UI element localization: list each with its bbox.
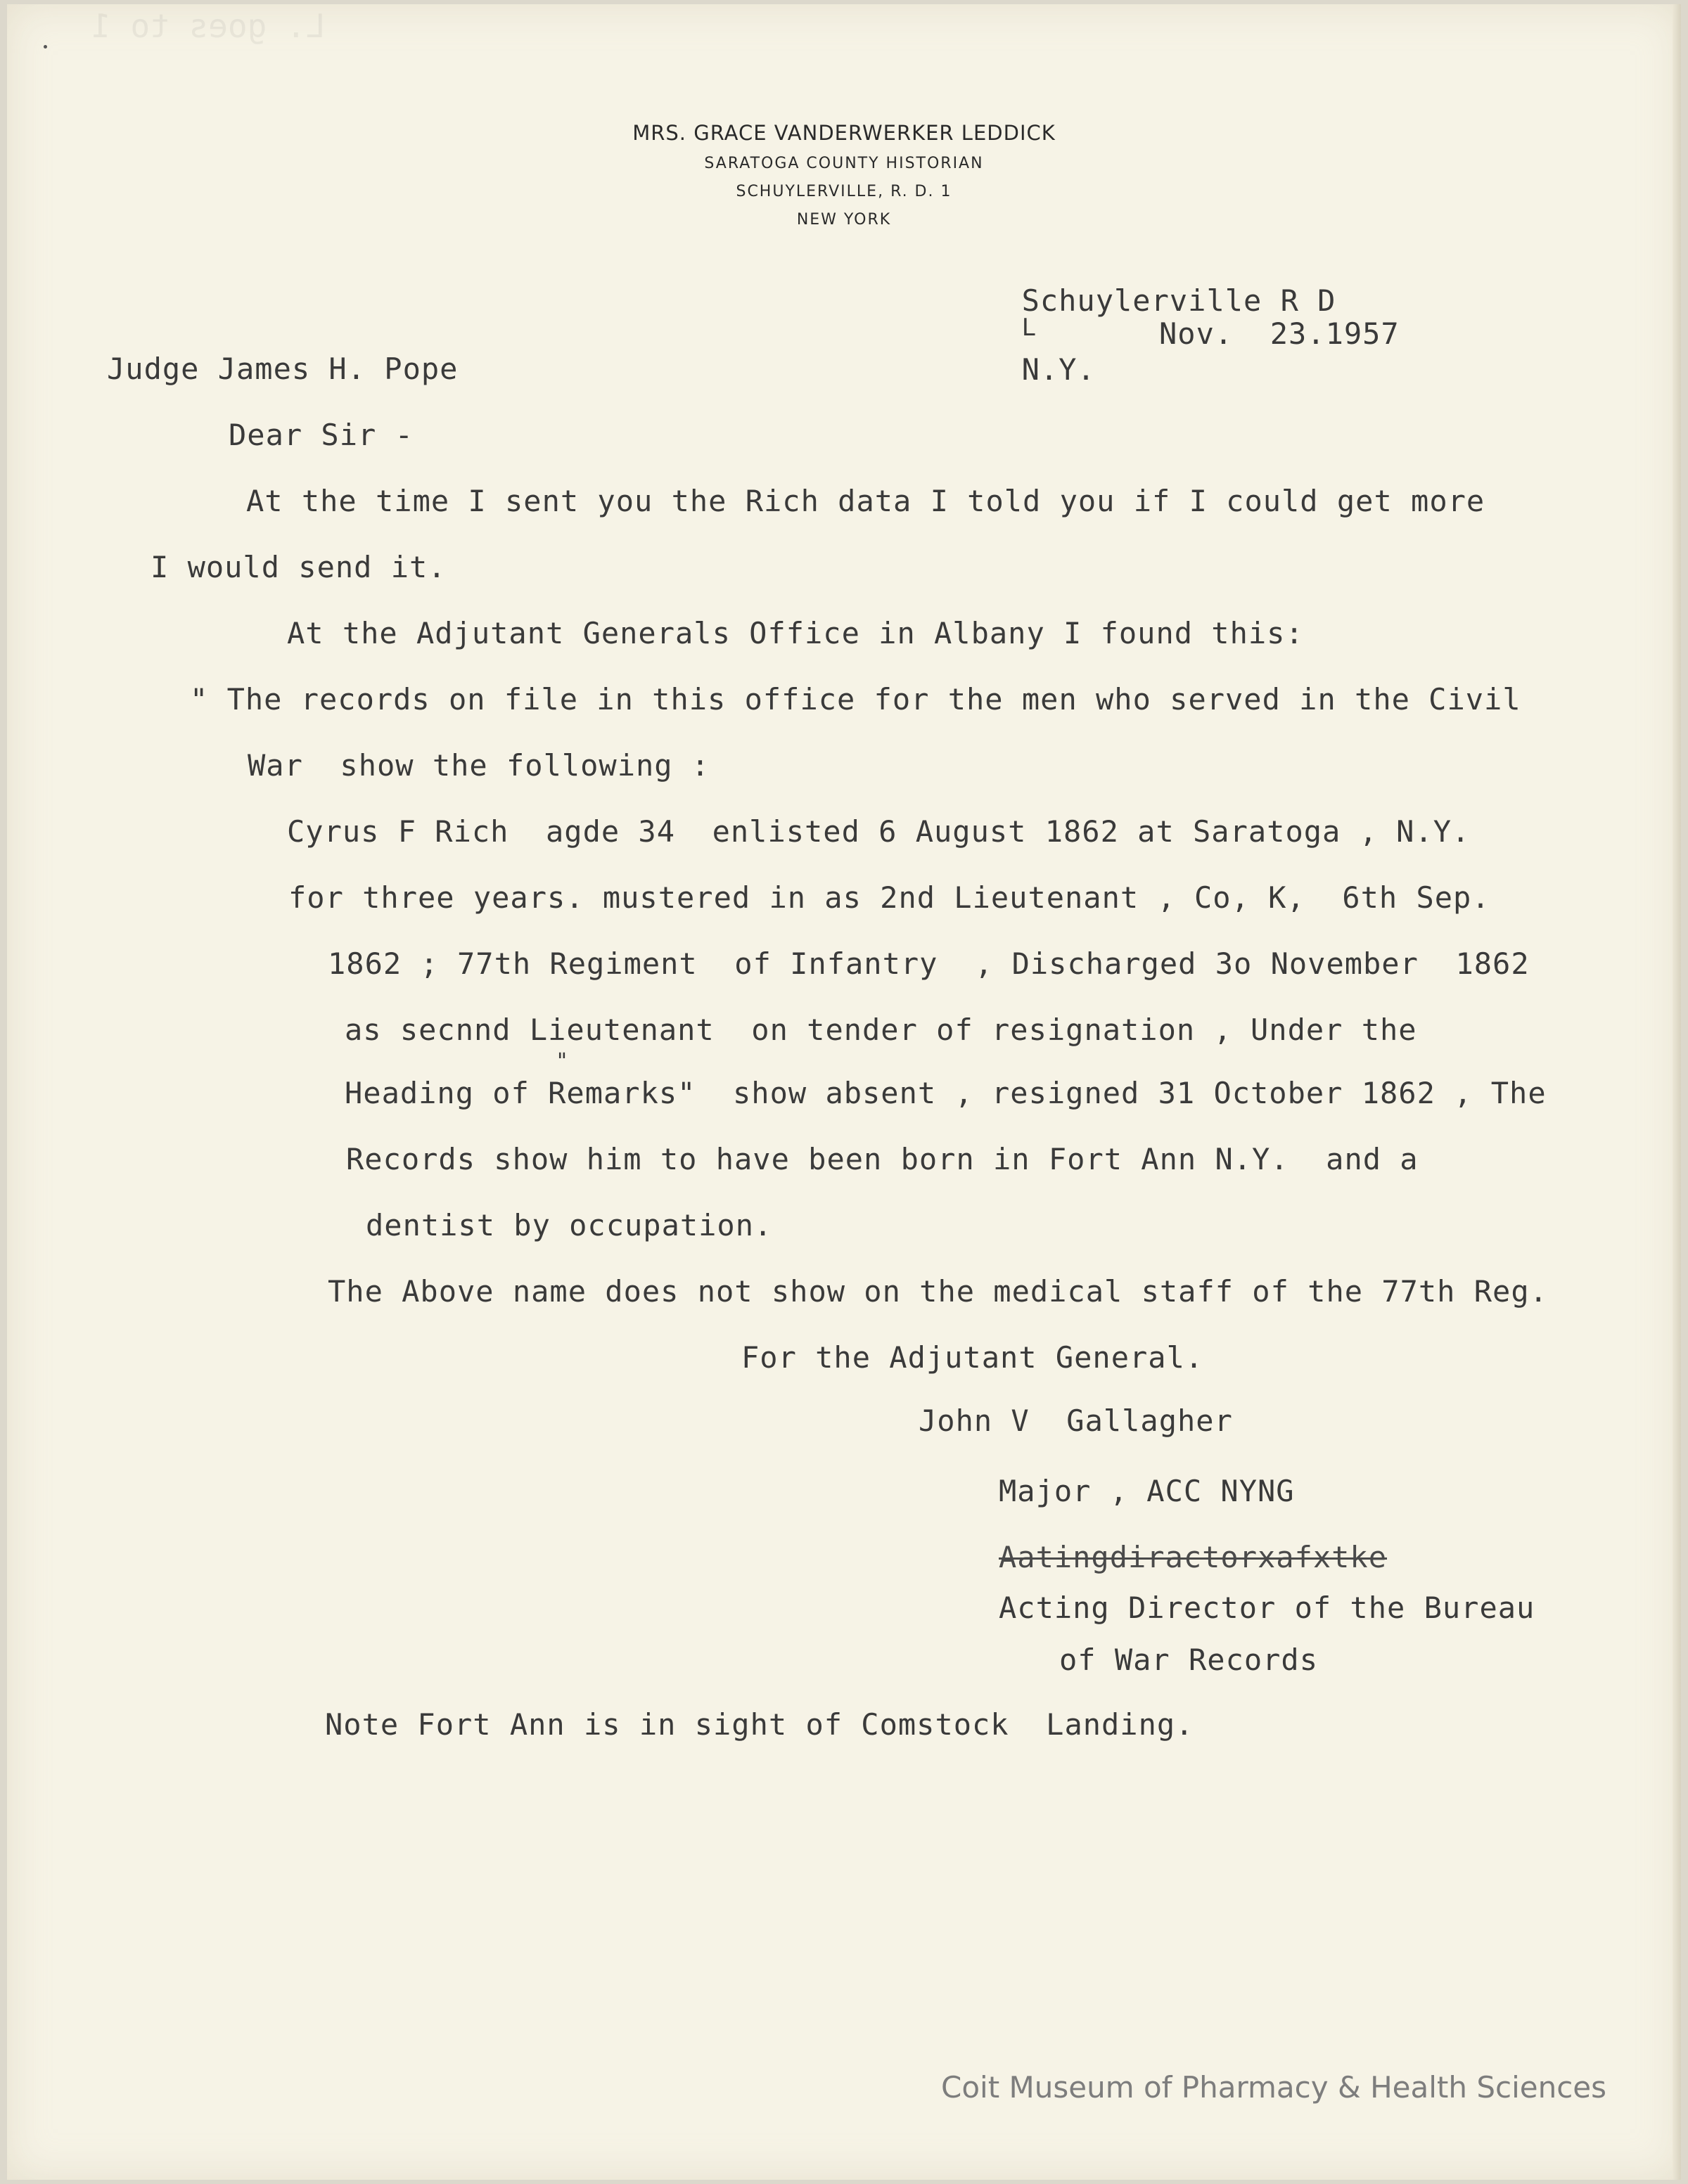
quote-line: 1862 ; 77th Regiment of Infantry , Discharged 3o November 1862 <box>328 946 1530 981</box>
letterhead-address: SCHUYLERVILLE, R. D. 1 <box>736 183 952 200</box>
quote-line: Records show him to have been born in Fort Ann N.Y. and a <box>346 1142 1419 1176</box>
body-line: I would send it. <box>151 550 447 584</box>
salutation: Dear Sir - <box>229 418 414 452</box>
quote-line: dentist by occupation. <box>366 1208 773 1242</box>
quote-line: as secnnd Lieutenant on tender of resignation , Under the <box>345 1013 1417 1047</box>
quote-line: The Above name does not show on the medical staff of the 77th Reg. <box>328 1274 1548 1309</box>
recipient: Judge James H. Pope <box>107 352 459 386</box>
museum-watermark: Coit Museum of Pharmacy & Health Sciences <box>941 2070 1607 2105</box>
bleed-through-text: L. goes to 1 <box>91 7 326 45</box>
signature-name: John V Gallagher <box>919 1403 1233 1438</box>
closing-note: Note Fort Ann is in sight of Comstock Landing. <box>325 1707 1194 1742</box>
quote-line: Heading of Remarks" show absent , resigned 31 October 1862 , The <box>345 1076 1547 1110</box>
signature-title: of War Records <box>1059 1643 1319 1677</box>
signature-for-line: For the Adjutant General. <box>741 1340 1204 1375</box>
letter-date: Nov. 23.1957 <box>1159 316 1400 351</box>
quote-line: for three years. mustered in as 2nd Lieutenant , Co, K, 6th Sep. <box>288 880 1490 915</box>
page-edge <box>1673 4 1681 2180</box>
letterhead-name: MRS. GRACE VANDERWERKER LEDDICK <box>632 121 1056 145</box>
letterhead-state: NEW YORK <box>796 211 892 229</box>
body-line: At the Adjutant Generals Office in Albany I found this: <box>287 616 1304 650</box>
ink-speck <box>44 45 47 49</box>
heading-place-mark: L <box>1021 314 1037 342</box>
quote-line: Cyrus F Rich agde 34 enlisted 6 August 1862 at Saratoga , N.Y. <box>287 814 1471 849</box>
letterhead-title: SARATOGA COUNTY HISTORIAN <box>704 155 984 172</box>
heading-place-town: Schuylerville R D <box>1021 283 1336 318</box>
quote-line: War show the following : <box>248 748 710 783</box>
quote-line: " The records on file in this office for the men who served in the Civil <box>190 682 1521 717</box>
struck-out-title: Aatingdiractorxafxtke <box>999 1540 1388 1574</box>
signature-title: Acting Director of the Bureau <box>999 1591 1535 1625</box>
signature-rank: Major , ACC NYNG <box>999 1474 1295 1508</box>
quote-mark: " <box>556 1049 570 1074</box>
heading-place-state: N.Y. <box>1021 352 1096 387</box>
body-line: At the time I sent you the Rich data I told you if I could get more <box>246 484 1485 518</box>
